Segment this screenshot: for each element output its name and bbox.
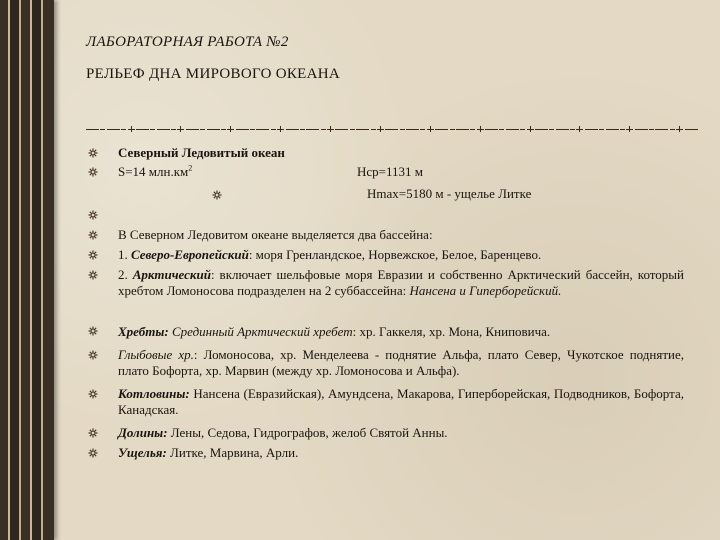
ornament-bullet-icon	[88, 448, 98, 458]
block-ridges-term: Глыбовые хр.	[118, 347, 194, 362]
divider-cross	[626, 129, 633, 130]
divider-cross	[576, 129, 583, 130]
basin-item-2-term: Арктический	[132, 267, 211, 282]
divider-cross	[427, 129, 434, 130]
divider-dash	[207, 129, 220, 130]
divider-dash	[136, 129, 149, 130]
gorges-term: Ущелья:	[118, 445, 167, 460]
basin-item-1-text: : моря Гренландское, Норвежское, Белое, Баренцево.	[248, 247, 542, 262]
divider-dash	[157, 129, 170, 130]
divider-cross	[177, 129, 184, 130]
ornament-bullet-icon	[88, 326, 98, 336]
ornament-bullet-icon	[212, 190, 222, 200]
divider-dash	[121, 129, 126, 130]
divider-cross	[227, 129, 234, 130]
divider-dash	[385, 129, 398, 130]
valleys-item	[118, 425, 448, 441]
ornament-bullet-icon	[88, 270, 98, 280]
ocean-area-sup: 2	[188, 163, 193, 173]
divider-dash	[335, 129, 348, 130]
divider-cross	[377, 129, 384, 130]
divider-dash	[286, 129, 299, 130]
page-title-line-1: ЛАБОРАТОРНАЯ РАБОТА №2	[86, 34, 289, 50]
page-title-line-2: РЕЛЬЕФ ДНА МИРОВОГО ОКЕАНА	[86, 66, 341, 82]
intro-text: В Северном Ледовитом океане выделяется два бассейна:	[118, 227, 433, 242]
basins-term: Котловины:	[118, 386, 190, 401]
divider-cross	[676, 129, 683, 130]
ridges-text: : хр. Гаккеля, хр. Мона, Книповича.	[352, 324, 551, 339]
ornament-bullet-icon	[88, 230, 98, 240]
ornament-bullet-icon	[88, 167, 98, 177]
divider-dash	[406, 129, 419, 130]
divider-dash	[649, 129, 654, 130]
basin-item-2-text: : включает шельфовые моря Евразии и собственно Арктический бассейн, который хребтом Ломоносова подразделен на 2 суббассейна:	[118, 267, 684, 298]
divider-dash	[606, 129, 619, 130]
basins-text: Нансена (Евразийская), Амундсена, Макарова, Гиперборейская, Подводников, Бофорта, Канадская.	[118, 386, 684, 417]
divider-cross	[128, 129, 135, 130]
divider-dash	[321, 129, 326, 130]
divider-dash	[485, 129, 498, 130]
divider-dash	[435, 129, 448, 130]
divider-dash	[535, 129, 548, 130]
block-ridges-item	[118, 347, 684, 379]
divider-dash	[420, 129, 425, 130]
divider-dash	[635, 129, 648, 130]
mean-depth: Нср=1131 м	[357, 164, 423, 179]
divider-dash	[256, 129, 269, 130]
divider-dash	[450, 129, 455, 130]
divider-cross	[277, 129, 284, 130]
divider-cross	[527, 129, 534, 130]
ornament-bullet-icon	[88, 428, 98, 438]
divider-dash	[506, 129, 519, 130]
divider-dash	[186, 129, 199, 130]
divider-dash	[400, 129, 405, 130]
divider-dash	[570, 129, 575, 130]
ridges-italic: Срединный Арктический хребет	[168, 324, 353, 339]
ornament-bullet-icon	[88, 350, 98, 360]
divider-dash	[300, 129, 305, 130]
ornament-bullet-icon	[88, 210, 98, 220]
ocean-area-value: S=14 млн.км	[118, 164, 189, 179]
divider-cross	[327, 129, 334, 130]
divider-dash	[221, 129, 226, 130]
divider-dash	[150, 129, 155, 130]
basin-item-2-tail: Нансена и Гиперборейский.	[409, 283, 562, 298]
basins-item	[118, 386, 684, 418]
ornament-bullet-icon	[88, 389, 98, 399]
divider-dash	[86, 129, 99, 130]
valleys-text: Лены, Седова, Гидрографов, желоб Святой Анны.	[167, 425, 448, 440]
divider-dash	[306, 129, 319, 130]
ridges-term: Хребты:	[118, 324, 169, 339]
divider-dash	[685, 129, 698, 130]
block-ridges-text: : Ломоносова, хр. Менделеева - поднятие Альфа, плато Север, Чукотское поднятие, плато Бофорта, хр. Марвин (между хр. Ломоносова и Альфа).	[118, 347, 684, 378]
ocean-name: Северный Ледовитый океан	[118, 145, 285, 160]
max-depth: Нmax=5180 м - ущелье Литке	[367, 186, 532, 201]
divider-dash	[655, 129, 668, 130]
basin-item-2	[118, 267, 684, 299]
basin-item-1	[118, 247, 541, 263]
divider-dash	[670, 129, 675, 130]
section-divider	[86, 126, 698, 132]
divider-cross	[477, 129, 484, 130]
divider-dash	[350, 129, 355, 130]
ocean-area	[118, 164, 192, 180]
gorges-item	[118, 445, 298, 461]
divider-dash	[356, 129, 369, 130]
basin-item-2-num: 2.	[118, 267, 133, 282]
divider-dash	[371, 129, 376, 130]
divider-dash	[456, 129, 469, 130]
divider-dash	[585, 129, 598, 130]
gorges-text: Литке, Марвина, Арли.	[166, 445, 299, 460]
divider-dash	[620, 129, 625, 130]
ornament-bullet-icon	[88, 148, 98, 158]
divider-dash	[599, 129, 604, 130]
divider-dash	[271, 129, 276, 130]
basin-item-1-num: 1.	[118, 247, 131, 262]
divider-dash	[470, 129, 475, 130]
decorative-left-stripe	[0, 0, 54, 540]
ridges-item	[118, 324, 550, 340]
basin-item-1-term: Северо-Европейский	[131, 247, 249, 262]
divider-dash	[549, 129, 554, 130]
divider-dash	[100, 129, 105, 130]
divider-dash	[556, 129, 569, 130]
divider-dash	[200, 129, 205, 130]
ornament-bullet-icon	[88, 250, 98, 260]
divider-dash	[250, 129, 255, 130]
divider-dash	[499, 129, 504, 130]
valleys-term: Долины:	[118, 425, 168, 440]
divider-dash	[520, 129, 525, 130]
divider-dash	[236, 129, 249, 130]
divider-dash	[107, 129, 120, 130]
divider-dash	[171, 129, 176, 130]
